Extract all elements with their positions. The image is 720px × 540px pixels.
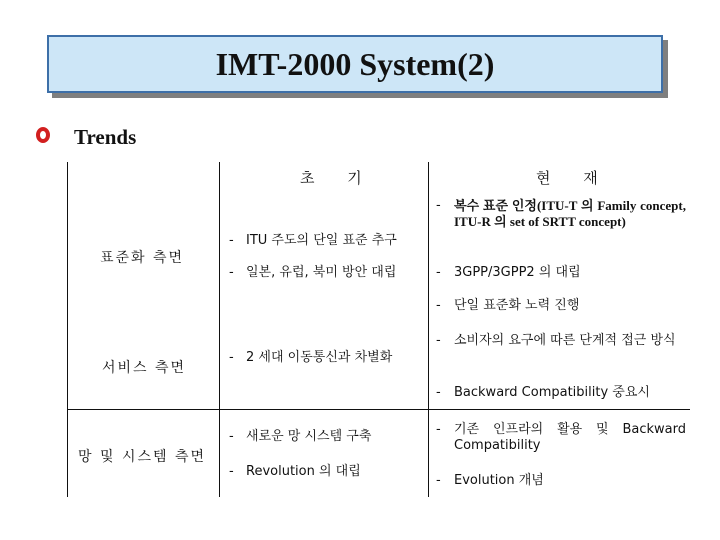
past-item: 새로운 망 시스템 구축	[246, 429, 372, 444]
table-row-separator	[67, 409, 690, 410]
present-item: 기존 인프라의 활용 및 Backward Compatibility	[454, 422, 686, 453]
present-item: 3GPP/3GPP2 의 대립	[454, 265, 581, 280]
dash-marker: -	[229, 429, 234, 444]
past-item: Revolution 의 대립	[246, 464, 361, 479]
dash-marker: -	[436, 265, 441, 280]
row-category-standardization: 표준화 측면	[100, 250, 185, 266]
past-item: 일본, 유럽, 북미 방안 대립	[246, 265, 397, 280]
present-item: 단일 표준화 노력 진행	[454, 298, 580, 313]
row-category-service: 서비스 측면	[102, 360, 187, 376]
dash-marker: -	[436, 198, 441, 213]
dash-marker: -	[229, 233, 234, 248]
present-item: Backward Compatibility 중요시	[454, 385, 650, 400]
col-header-past: 초 기	[300, 169, 376, 187]
section-heading: Trends	[74, 125, 137, 149]
title-banner	[47, 35, 663, 93]
table-left-border	[67, 162, 68, 497]
table-divider-2	[428, 162, 429, 497]
dash-marker: -	[229, 265, 234, 280]
present-item: Evolution 개념	[454, 473, 544, 488]
row-category-network-system: 망 및 시스템 측면	[78, 449, 207, 465]
dash-marker: -	[229, 350, 234, 365]
table-divider-1	[219, 162, 220, 497]
dash-marker: -	[436, 385, 441, 400]
present-item: 복수 표준 인정(ITU-T 의 Family concept, ITU-R 의 set of SRTT concept)	[454, 198, 686, 229]
past-item: ITU 주도의 단일 표준 추구	[246, 233, 397, 248]
dash-marker: -	[436, 473, 441, 488]
dash-marker: -	[229, 464, 234, 479]
col-header-present: 현 재	[536, 169, 612, 187]
dash-marker: -	[436, 333, 441, 348]
dash-marker: -	[436, 422, 441, 437]
bullet-icon	[36, 127, 50, 143]
present-item: 소비자의 요구에 따른 단계적 접근 방식	[454, 333, 676, 348]
past-item: 2 세대 이동통신과 차별화	[246, 350, 393, 365]
dash-marker: -	[436, 298, 441, 313]
page-title: IMT-2000 System(2)	[215, 45, 495, 82]
